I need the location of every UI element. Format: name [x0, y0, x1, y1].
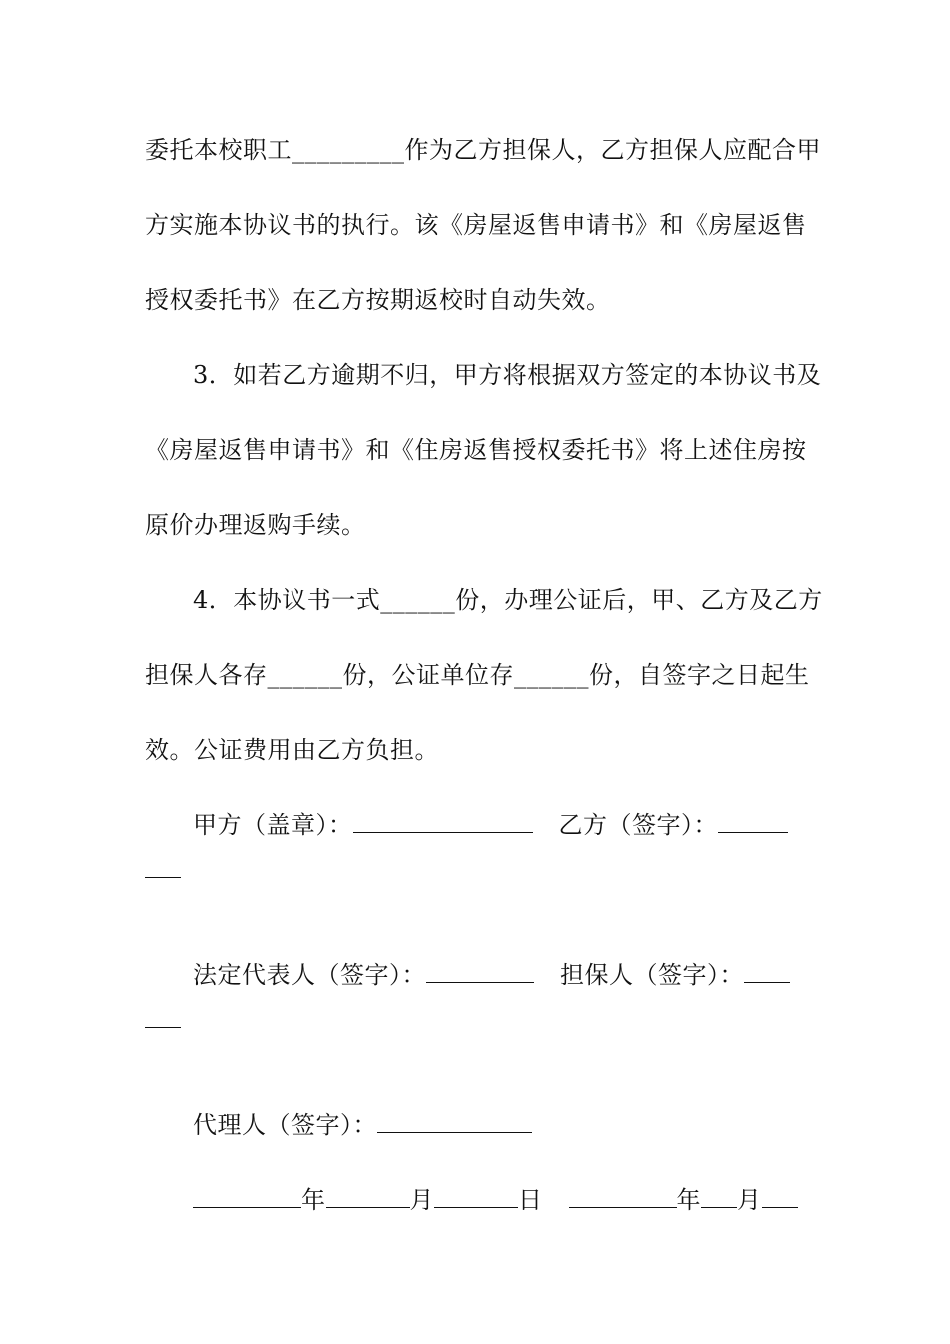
party-a-label: 甲方（盖章）： [193, 811, 353, 839]
party-b-label: 乙方（签字）： [558, 811, 718, 839]
date-a-month-blank[interactable] [326, 1185, 410, 1208]
paragraph-line-1: 委托本校职工_________作为乙方担保人，乙方担保人应配合甲 [145, 136, 821, 164]
party-a-sign-blank[interactable] [353, 810, 533, 833]
signature-row-rep [193, 960, 790, 990]
guarantor-sign-blank-cont [145, 1005, 181, 1035]
date-a-year-blank[interactable] [193, 1185, 301, 1208]
guarantor-sign-blank[interactable] [744, 960, 790, 983]
date-b-year-label: 年 [676, 1186, 701, 1214]
date-b-month-blank[interactable] [701, 1185, 737, 1208]
clause-3-line-1: 3．如若乙方逾期不归，甲方将根据双方签定的本协议书及 [193, 361, 822, 389]
clause-4-line-1: 4．本协议书一式______份，办理公证后，甲、乙方及乙方 [193, 586, 823, 614]
date-a-month-label: 月 [409, 1186, 434, 1214]
clause-4-line-3: 效。公证费用由乙方负担。 [145, 736, 439, 764]
date-b-year-blank[interactable] [569, 1185, 677, 1208]
party-b-sign-blank[interactable] [718, 810, 788, 833]
legal-rep-label: 法定代表人（签字）： [193, 961, 426, 989]
date-a-year-label: 年 [301, 1186, 326, 1214]
date-b-day-blank[interactable] [762, 1185, 798, 1208]
clause-3-line-2: 《房屋返售申请书》和《住房返售授权委托书》将上述住房按 [145, 436, 807, 464]
paragraph-line-3: 授权委托书》在乙方按期返校时自动失效。 [145, 286, 611, 314]
date-a-day-blank[interactable] [434, 1185, 518, 1208]
clause-3-line-3: 原价办理返购手续。 [145, 511, 366, 539]
party-b-sign-blank-cont [145, 855, 181, 885]
signature-row-parties [193, 810, 788, 840]
date-a-day-label: 日 [518, 1186, 543, 1214]
paragraph-line-2: 方实施本协议书的执行。该《房屋返售申请书》和《房屋返售 [145, 211, 807, 239]
agent-label: 代理人（签字）： [193, 1111, 377, 1139]
date-row [193, 1185, 798, 1215]
agent-sign-blank[interactable] [377, 1110, 532, 1133]
guarantor-label: 担保人（签字）： [560, 961, 744, 989]
date-b-month-label: 月 [737, 1186, 762, 1214]
signature-row-agent [193, 1110, 532, 1140]
clause-4-line-2: 担保人各存______份，公证单位存______份，自签字之日起生 [145, 661, 810, 689]
guarantor-sign-blank-wrap[interactable] [145, 1005, 181, 1028]
party-b-sign-blank-wrap[interactable] [145, 855, 181, 878]
legal-rep-sign-blank[interactable] [426, 960, 534, 983]
